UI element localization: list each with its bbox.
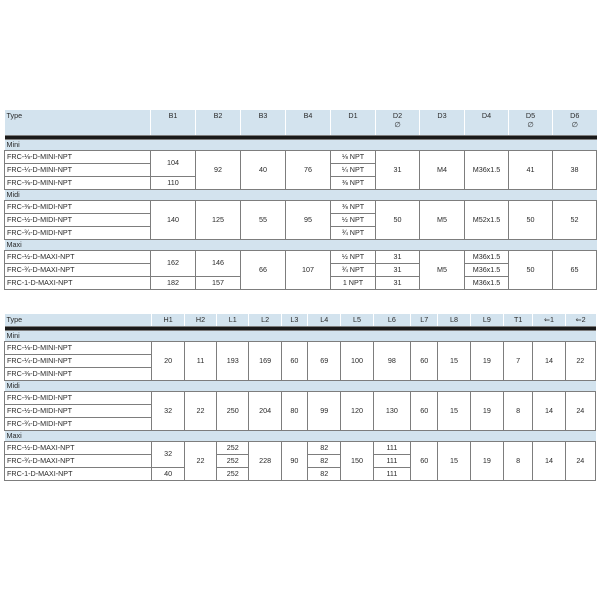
- header-b2: B2: [196, 110, 241, 135]
- value-d4: M36x1.5: [465, 276, 509, 289]
- value-l4: 82: [308, 467, 341, 480]
- type-cell: FRC-½-D-MAXI-NPT: [5, 250, 151, 263]
- value-wrench-size-2: 24: [565, 391, 595, 430]
- value-l4: 82: [308, 441, 341, 454]
- header-l5: L5: [341, 314, 373, 326]
- value-l1: 250: [217, 391, 249, 430]
- value-b1: 104: [151, 150, 196, 176]
- header-wrench-size-2: ⇐2: [565, 314, 595, 326]
- value-l4: 99: [308, 391, 341, 430]
- value-l8: 15: [438, 341, 470, 380]
- type-cell: FRC-1-D-MAXI-NPT: [5, 467, 152, 480]
- header-l3: L3: [281, 314, 307, 326]
- value-b3: 40: [241, 150, 286, 189]
- type-cell: FRC-½-D-MIDI-NPT: [5, 404, 152, 417]
- value-l1: 252: [217, 467, 249, 480]
- type-cell: FRC-¼-D-MINI-NPT: [5, 354, 152, 367]
- header-l7: L7: [411, 314, 438, 326]
- type-cell: FRC-⅛-D-MINI-NPT: [5, 341, 152, 354]
- value-l3: 90: [281, 441, 307, 480]
- header-l1: L1: [217, 314, 249, 326]
- value-b1: 140: [151, 200, 196, 239]
- value-l3: 60: [281, 341, 307, 380]
- value-wrench-size-2: 24: [565, 441, 595, 480]
- header-d3: D3: [420, 110, 465, 135]
- value-l7: 60: [411, 391, 438, 430]
- value-l7: 60: [411, 441, 438, 480]
- diameter-symbol: ∅: [527, 120, 534, 130]
- value-b2: 92: [196, 150, 241, 189]
- header-d4: D4: [465, 110, 509, 135]
- value-l1: 193: [217, 341, 249, 380]
- value-l6: 130: [373, 391, 410, 430]
- header-b1: B1: [151, 110, 196, 135]
- value-b1: 162: [151, 250, 196, 276]
- value-b4: 95: [286, 200, 331, 239]
- value-d4: M36x1.5: [465, 263, 509, 276]
- value-l9: 19: [470, 391, 503, 430]
- value-wrench-size-1: 14: [533, 341, 565, 380]
- group-label-mini: Mini: [5, 139, 597, 150]
- type-cell: FRC-¾-D-MIDI-NPT: [5, 417, 152, 430]
- value-l9: 19: [470, 341, 503, 380]
- header-d5: D5 ∅: [509, 110, 553, 135]
- type-cell: FRC-⅜-D-MINI-NPT: [5, 367, 152, 380]
- header-l6: L6: [373, 314, 410, 326]
- value-d1: ⅜ NPT: [331, 200, 376, 213]
- header-b4: B4: [286, 110, 331, 135]
- value-l8: 15: [438, 441, 470, 480]
- value-l5: 100: [341, 341, 373, 380]
- value-t1: 8: [504, 391, 533, 430]
- value-d6: 65: [553, 250, 597, 289]
- header-l4: L4: [308, 314, 341, 326]
- value-d1: ¾ NPT: [331, 226, 376, 239]
- value-d1: 1 NPT: [331, 276, 376, 289]
- group-label-mini: Mini: [5, 330, 596, 341]
- value-l6: 111: [373, 467, 410, 480]
- value-b4: 76: [286, 150, 331, 189]
- value-d1: ¾ NPT: [331, 263, 376, 276]
- header-wrench-size-1: ⇐1: [533, 314, 565, 326]
- dimensions-table-bottom: [4, 314, 596, 481]
- type-cell: FRC-¾-D-MAXI-NPT: [5, 454, 152, 467]
- header-l8: L8: [438, 314, 470, 326]
- value-d3: M4: [420, 150, 465, 189]
- diameter-symbol: ∅: [571, 120, 578, 130]
- header-d1: D1: [331, 110, 376, 135]
- value-d4: M36x1.5: [465, 250, 509, 263]
- value-l4: 69: [308, 341, 341, 380]
- type-cell: FRC-¾-D-MAXI-NPT: [5, 263, 151, 276]
- value-l2: 169: [249, 341, 281, 380]
- value-t1: 8: [504, 441, 533, 480]
- header-d2: D2 ∅: [376, 110, 420, 135]
- value-h2: 22: [184, 391, 216, 430]
- value-h2: 22: [184, 441, 216, 480]
- value-b3: 66: [241, 250, 286, 289]
- value-t1: 7: [504, 341, 533, 380]
- header-l9: L9: [470, 314, 503, 326]
- value-d6: 38: [553, 150, 597, 189]
- value-l6: 98: [373, 341, 410, 380]
- value-l6: 111: [373, 454, 410, 467]
- value-wrench-size-1: 14: [533, 391, 565, 430]
- header-h2: H2: [184, 314, 216, 326]
- header-d6: D6 ∅: [553, 110, 597, 135]
- value-b2: 157: [196, 276, 241, 289]
- value-l7: 60: [411, 341, 438, 380]
- group-label-maxi: Maxi: [5, 239, 597, 250]
- value-d1: ⅛ NPT: [331, 150, 376, 163]
- value-wrench-size-1: 14: [533, 441, 565, 480]
- value-d2: 31: [376, 276, 420, 289]
- value-l9: 19: [470, 441, 503, 480]
- group-label-midi: Midi: [5, 189, 597, 200]
- value-h1: 40: [152, 467, 184, 480]
- value-h1: 32: [152, 441, 184, 467]
- type-cell: FRC-1-D-MAXI-NPT: [5, 276, 151, 289]
- value-h1: 32: [152, 391, 184, 430]
- value-l1: 252: [217, 454, 249, 467]
- value-b1: 182: [151, 276, 196, 289]
- value-d2: 31: [376, 150, 420, 189]
- value-h2: 11: [184, 341, 216, 380]
- value-d5: 50: [509, 200, 553, 239]
- value-d2: 31: [376, 250, 420, 263]
- type-cell: FRC-¾-D-MIDI-NPT: [5, 226, 151, 239]
- group-label-maxi: Maxi: [5, 430, 596, 441]
- value-l6: 111: [373, 441, 410, 454]
- value-d4: M36x1.5: [465, 150, 509, 189]
- type-cell: FRC-⅜-D-MIDI-NPT: [5, 200, 151, 213]
- value-l5: 120: [341, 391, 373, 430]
- value-b4: 107: [286, 250, 331, 289]
- value-l8: 15: [438, 391, 470, 430]
- value-d1: ½ NPT: [331, 250, 376, 263]
- diameter-symbol: ∅: [394, 120, 401, 130]
- header-h1: H1: [152, 314, 184, 326]
- value-l3: 80: [281, 391, 307, 430]
- type-cell: FRC-½-D-MAXI-NPT: [5, 441, 152, 454]
- value-h1: 20: [152, 341, 184, 380]
- header-b3: B3: [241, 110, 286, 135]
- value-d5: 41: [509, 150, 553, 189]
- value-d4: M52x1.5: [465, 200, 509, 239]
- type-cell: FRC-⅜-D-MINI-NPT: [5, 176, 151, 189]
- value-b2: 146: [196, 250, 241, 276]
- value-l2: 228: [249, 441, 281, 480]
- value-b2: 125: [196, 200, 241, 239]
- value-d1: ½ NPT: [331, 213, 376, 226]
- type-cell: FRC-⅛-D-MINI-NPT: [5, 150, 151, 163]
- type-cell: FRC-⅜-D-MIDI-NPT: [5, 391, 152, 404]
- value-d2: 50: [376, 200, 420, 239]
- header-type: Type: [5, 110, 151, 135]
- header-t1: T1: [504, 314, 533, 326]
- value-d1: ⅜ NPT: [331, 176, 376, 189]
- group-label-midi: Midi: [5, 380, 596, 391]
- value-d3: M5: [420, 200, 465, 239]
- type-cell: FRC-½-D-MIDI-NPT: [5, 213, 151, 226]
- value-l2: 204: [249, 391, 281, 430]
- value-d1: ¼ NPT: [331, 163, 376, 176]
- value-l5: 150: [341, 441, 373, 480]
- value-l4: 82: [308, 454, 341, 467]
- value-b1: 110: [151, 176, 196, 189]
- value-wrench-size-2: 22: [565, 341, 595, 380]
- value-b3: 55: [241, 200, 286, 239]
- value-d5: 50: [509, 250, 553, 289]
- header-type: Type: [5, 314, 152, 326]
- type-cell: FRC-¼-D-MINI-NPT: [5, 163, 151, 176]
- value-d3: M5: [420, 250, 465, 289]
- value-d2: 31: [376, 263, 420, 276]
- dimensions-table-top: [4, 110, 597, 290]
- value-d6: 52: [553, 200, 597, 239]
- header-l2: L2: [249, 314, 281, 326]
- value-l1: 252: [217, 441, 249, 454]
